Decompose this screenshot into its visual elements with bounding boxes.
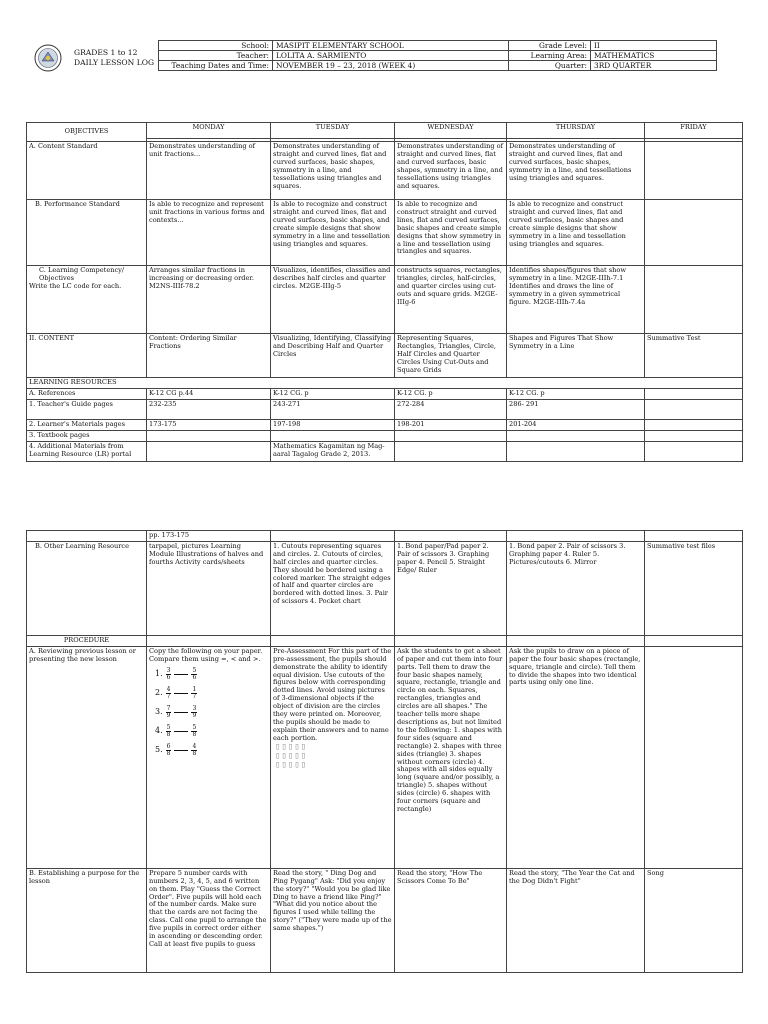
performance-standard-thursday: Is able to recognize and construct straight and curved lines, flat and curved surfaces, basic shapes and create simple designs that show symmetry in a line and tessellation using triangles and squares. (507, 200, 645, 266)
table-row (27, 646, 743, 868)
references-monday: K-12 CG p.44 (147, 388, 271, 399)
fraction-a-den: 8 (166, 749, 171, 757)
area-value: MATHEMATICS (591, 51, 717, 61)
review-tuesday (271, 646, 395, 868)
performance-standard-label: B. Performance Standard (27, 200, 147, 266)
fraction-b-den: 8 (192, 749, 197, 757)
fraction-a-num: 5 (166, 723, 171, 731)
fraction-item (155, 706, 268, 719)
other-resources-tuesday: 1. Cutouts representing squares and circles. 2. Cutouts of circles, half circles and quarter circles. They should be bordered using a colored marker. The straight edges of half and quarter circles are bordered with dotted lines. 3. Pair of scissors 4. Pocket chart (271, 541, 395, 635)
objectives-heading: OBJECTIVES (27, 123, 147, 142)
textbook-label: 3. Textbook pages (27, 430, 147, 441)
content-standard-monday: Demonstrates understanding of unit fractions... (147, 142, 271, 200)
procedure-table (26, 530, 743, 973)
fraction-b-den: 7 (192, 692, 197, 700)
performance-standard-wednesday: Is able to recognize and construct straight and curved lines, flat and curved surfaces, basic shapes and create simple designs that show symmetry in a line and tessellation using triangles and squares. (395, 200, 507, 266)
fraction-a-num: 3 (166, 666, 171, 674)
tg-wednesday: 272-284 (395, 399, 507, 419)
fraction-a-num: 7 (166, 704, 171, 712)
fraction-a-num: 6 (166, 742, 171, 750)
table-row (27, 419, 743, 430)
learning-resources-heading: LEARNING RESOURCES (27, 378, 743, 389)
fraction-a (166, 668, 172, 681)
fraction-b-num: 1 (192, 685, 197, 693)
lm-pages-continued: pp. 173-175 (147, 531, 271, 542)
table-row (27, 868, 743, 972)
dates-label: Teaching Dates and Time: (159, 61, 273, 71)
deped-seal-icon (34, 44, 62, 72)
fraction-exercise-list (149, 668, 268, 757)
purpose-tuesday: Read the story, " Ding Dog and Ping Pygang" Ask: "Did you enjoy the story?" "Would you be glad like Ding to have a friend like Ping?" "What did you notice about the figures I used while telling the story?" ("They were made up of the same shapes.") (271, 868, 395, 972)
review-label: A. Reviewing previous lesson or presenting the new lesson (27, 646, 147, 868)
table-row (27, 378, 743, 389)
fraction-a-den: 8 (166, 730, 171, 738)
area-label: Learning Area: (509, 51, 591, 61)
textbook-thursday (507, 430, 645, 441)
content-label: II. CONTENT (27, 334, 147, 378)
tg-thursday: 286- 291 (507, 399, 645, 419)
additional-thursday (507, 441, 645, 461)
content-standard-thursday: Demonstrates understanding of straight and curved lines, flat and curved surfaces, basic shapes, symmetry in a line, and tessellations using triangles and squares. (507, 142, 645, 200)
lm-monday: 173-175 (147, 419, 271, 430)
competency-tuesday: Visualizes, identifies, classifies and describes half circles and quarter circles. M2GE-IIIg-5 (271, 266, 395, 334)
competency-label: C. Learning Competency/ Objectives (39, 266, 125, 282)
compare-blank (174, 674, 188, 675)
compare-blank (174, 750, 188, 751)
competency-wednesday: constructs squares, rectangles, triangles, circles, half-circles, and quarter circles using cut-outs and square grids. M2GE-IIIg-6 (395, 266, 507, 334)
fraction-b-num: 4 (192, 742, 197, 750)
competency-note: Write the LC code for each. (29, 281, 122, 290)
table-row (27, 334, 743, 378)
day-friday: FRIDAY (645, 123, 743, 139)
compare-blank (174, 712, 188, 713)
fraction-item (155, 687, 268, 700)
additional-monday (147, 441, 271, 461)
lm-wednesday: 198-201 (395, 419, 507, 430)
lm-label: 2. Learner's Materials pages (27, 419, 147, 430)
other-resources-thursday: 1. Bond paper 2. Pair of scissors 3. Graphing paper 4. Ruler 5. Pictures/cutouts 6. Mirror (507, 541, 645, 635)
references-wednesday: K-12 CG. p (395, 388, 507, 399)
tg-monday: 232-235 (147, 399, 271, 419)
textbook-monday (147, 430, 271, 441)
fraction-b (191, 687, 197, 700)
day-tuesday: TUESDAY (271, 123, 395, 139)
table-row (27, 541, 743, 635)
table-row (27, 399, 743, 419)
fraction-a (166, 725, 172, 738)
shape-grid-row: ▯▯▯▯▯ (275, 741, 308, 752)
fraction-b-den: 8 (192, 730, 197, 738)
fraction-a (166, 706, 172, 719)
references-tuesday: K-12 CG. p (271, 388, 395, 399)
tg-friday (645, 399, 743, 419)
fraction-a (166, 687, 172, 700)
competency-label-cell (27, 266, 147, 334)
references-thursday: K-12 CG. p (507, 388, 645, 399)
shape-grid-row: ▯▯▯▯▯ (275, 759, 308, 770)
purpose-wednesday: Read the story, "How The Scissors Come To Be" (395, 868, 507, 972)
fraction-b-den: 6 (192, 673, 197, 681)
fraction-b (191, 744, 197, 757)
review-thursday: Ask the pupils to draw on a piece of paper the four basic shapes (rectangle, square, triangle and circle). Tell them to divide the shapes into two identical parts using only one line. (507, 646, 645, 868)
fraction-b (191, 725, 197, 738)
performance-standard-friday (645, 200, 743, 266)
shape-grid-row: ▯▯▯▯▯ (275, 750, 308, 761)
day-thursday: THURSDAY (507, 123, 645, 139)
fraction-b (191, 706, 197, 719)
review-monday-intro: Copy the following on your paper. Compare them using =, < and >. (149, 646, 263, 663)
fraction-b-den: 9 (192, 711, 197, 719)
content-friday: Summative Test (645, 334, 743, 378)
fraction-a-den: 6 (166, 673, 171, 681)
procedure-heading: PROCEDURE (27, 635, 147, 646)
table-row (27, 388, 743, 399)
lm-thursday: 201-204 (507, 419, 645, 430)
content-wednesday: Representing Squares, Rectangles, Triangles, Circle, Half Circles and Quarter Circles Using Cut-Outs and Square Grids (395, 334, 507, 378)
textbook-tuesday (271, 430, 395, 441)
additional-label: 4. Additional Materials from Learning Resource (LR) portal (27, 441, 147, 461)
fraction-b-num: 3 (192, 704, 197, 712)
fraction-item-number: 2. (155, 688, 163, 698)
content-standard-tuesday: Demonstrates understanding of straight and curved lines, flat and curved surfaces, basic shapes, symmetry in a line, and tessellations using triangles and squares. (271, 142, 395, 200)
competency-monday: Arranges similar fractions in increasing or decreasing order. M2NS-IIIf-78.2 (147, 266, 271, 334)
review-tuesday-text: Pre-Assessment For this part of the pre-assessment, the pupils should demonstrate the ability to identify equal division. Use cutouts of the figures below with corresponding dotted lines. Avoid using pictures of 3-dimensional objects if the object of division are the circles they were printed on. Moreover, the pupils should be made to explain their answers and to name each portion. (273, 646, 392, 742)
form-title (74, 48, 154, 68)
content-thursday: Shapes and Figures That Show Symmetry in a Line (507, 334, 645, 378)
other-resources-monday: tarpapel, pictures Learning Module Illustrations of halves and fourths Activity cards/sheets (147, 541, 271, 635)
purpose-friday: Song (645, 868, 743, 972)
competency-thursday: Identifies shapes/figures that show symmetry in a line. M2GE-IIIh-7.1 Identifies and draws the line of symmetry in a given symmetrical figure. M2GE-IIIh-7.4a (507, 266, 645, 334)
day-monday: MONDAY (147, 123, 271, 139)
content-standard-label: A. Content Standard (27, 142, 147, 200)
form-title-line1: GRADES 1 to 12 (74, 48, 138, 57)
review-monday (147, 646, 271, 868)
performance-standard-tuesday: Is able to recognize and construct straight and curved lines, flat and curved surfaces, basic shapes, and create simple designs that show symmetry in a line and tessellation using triangles and squares. (271, 200, 395, 266)
dates-value: NOVEMBER 19 – 23, 2018 (WEEK 4) (273, 61, 509, 71)
fraction-item-number: 3. (155, 707, 163, 717)
table-row (27, 441, 743, 461)
table-row (27, 266, 743, 334)
fraction-item-number: 5. (155, 745, 163, 755)
fraction-item-number: 1. (155, 669, 163, 679)
other-resources-wednesday: 1. Bond paper/Pad paper 2. Pair of scissors 3. Graphing paper 4. Pencil 5. Straight Edge/ Ruler (395, 541, 507, 635)
tg-tuesday: 243-271 (271, 399, 395, 419)
grade-value: II (591, 41, 717, 51)
textbook-wednesday (395, 430, 507, 441)
teacher-label: Teacher: (159, 51, 273, 61)
other-resources-friday: Summative test files (645, 541, 743, 635)
additional-wednesday (395, 441, 507, 461)
performance-standard-monday: Is able to recognize and represent unit fractions in various forms and contexts... (147, 200, 271, 266)
lm-tuesday: 197-198 (271, 419, 395, 430)
fraction-a-den: 9 (166, 711, 171, 719)
table-row (27, 200, 743, 266)
teacher-value: LOLITA A. SARMIENTO (273, 51, 509, 61)
purpose-label: B. Establishing a purpose for the lesson (27, 868, 147, 972)
purpose-monday: Prepare 5 number cards with numbers 2, 3, 4, 5, and 6 written on them. Play "Guess the Correct Order". Five pupils will hold each of the number cards. Make sure that the cards are not facing the class. Call one pupil to arrange the five pupils in correct order either in ascending or descending order. Call at least five pupils to guess (147, 868, 271, 972)
tg-label: 1. Teacher's Guide pages (27, 399, 147, 419)
compare-blank (174, 693, 188, 694)
lm-friday (645, 419, 743, 430)
references-label: A. References (27, 388, 147, 399)
table-row (27, 142, 743, 200)
fraction-b-num: 5 (192, 723, 197, 731)
grade-label: Grade Level: (509, 41, 591, 51)
fraction-item-number: 4. (155, 726, 163, 736)
school-label: School: (159, 41, 273, 51)
objectives-table (26, 122, 743, 462)
quarter-value: 3RD QUARTER (591, 61, 717, 71)
content-standard-wednesday: Demonstrates understanding of straight and curved lines, flat and curved surfaces, basic shapes, symmetry in a line, and tessellations using triangles and squares. (395, 142, 507, 200)
other-resources-label: B. Other Learning Resource (27, 541, 147, 635)
competency-friday (645, 266, 743, 334)
fraction-item (155, 725, 268, 738)
fraction-a-num: 4 (166, 685, 171, 693)
fraction-item (155, 668, 268, 681)
additional-friday (645, 441, 743, 461)
additional-tuesday: Mathematics Kagamitan ng Mag-aaral Tagalog Grade 2, 2013. (271, 441, 395, 461)
day-wednesday: WEDNESDAY (395, 123, 507, 139)
review-friday (645, 646, 743, 868)
textbook-friday (645, 430, 743, 441)
table-row (27, 635, 743, 646)
fraction-a-den: 7 (166, 692, 171, 700)
fraction-b-num: 5 (192, 666, 197, 674)
references-friday (645, 388, 743, 399)
form-title-line2: DAILY LESSON LOG (74, 58, 155, 67)
school-value: MASIPIT ELEMENTARY SCHOOL (273, 41, 509, 51)
content-tuesday: Visualizing, Identifying, Classifying and Describing Half and Quarter Circles (271, 334, 395, 378)
purpose-thursday: Read the story, "The Year the Cat and the Dog Didn't Fight" (507, 868, 645, 972)
fraction-b (191, 668, 197, 681)
table-row (27, 531, 743, 542)
table-row (27, 430, 743, 441)
fraction-a (166, 744, 172, 757)
review-wednesday: Ask the students to get a sheet of paper and cut them into four parts. Tell them to draw the four basic shapes namely, square, rectangle, triangle and circle on each. Squares, rectangles, triangles and circles are all shapes." The teacher tells more shape descriptions as, but not limited to the following: 1. shapes with four sides (square and rectangle) 2. shapes with three sides (triangle) 3. shapes without corners (circle) 4. shapes with all sides equally long (square and/or possibly, a triangle) 5. shapes without sides (circle) 6. shapes with four corners (square and rectangle) (395, 646, 507, 868)
compare-blank (174, 731, 188, 732)
quarter-label: Quarter: (509, 61, 591, 71)
fraction-item (155, 744, 268, 757)
header-info-table (158, 40, 717, 71)
content-standard-friday (645, 142, 743, 200)
content-monday: Content: Ordering Similar Fractions (147, 334, 271, 378)
